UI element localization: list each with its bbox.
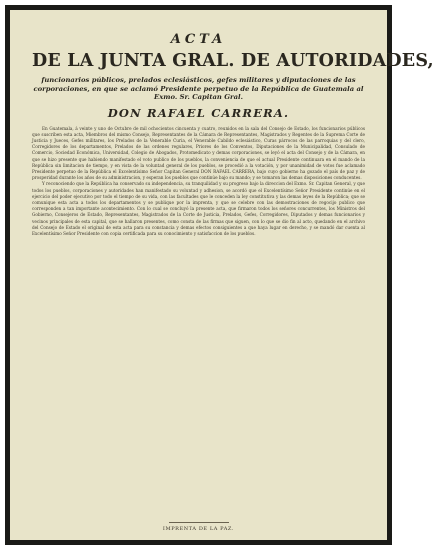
body-paragraph: Y reconociendo que la República ha conservado su independencia, su tranquilidad y su progreso bajo la direccion del Exmo. Sr. Capitan General, y que todos los pueblos, corporaciones y autoridades han manifestado su voluntad y adhesion, se acordó que el Excelentísimo Señor Presidente continúe en el ejercicio del poder ejecutivo por todo el tiempo de su vida, con las facultades que le conceden la ley constitutiva y las demas leyes de la República; que se comunique esta acta a todos los departamentos y se publique por la imprenta, y que se celebre con las demostraciones de regocijo publico que corresponden a tan importante acontecimiento. Con lo cual se concluyó la presente acta, que firmaron todos los señores concurrentes, los Ministros del Gobierno, Consejeros de Estado, Representantes, Magistrados de la Corte de Justicia, Prelados, Gefes, Corregidores, Diputados y demas funcionarios y vecinos principales de esta capital, que se hallaron presentes, como consta de las firmas que siguen, con lo que se dio fin al acto, quedando en el archivo del Consejo de Estado el original de esta acta para su constancia y demas efectos consiguientes a que haya lugar en derecho, y se mandó dar cuenta al Excelentísimo Señor Presidente con copia certificada para su conocimiento y satisfaccion de los pueblos. (32, 181, 365, 236)
footer (10, 522, 387, 532)
printer-imprint: IMPRENTA DE LA PAZ. (162, 526, 235, 532)
title-subheading: funcionarios públicos, prelados eclesiásticos, gefes militares y diputaciones de las corporaciones, en que se aclamó Presidente perpetuo de la República de Guatemala al Exmo. Sr. Capitan Gral. (33, 76, 364, 101)
document-body (32, 126, 365, 238)
title-main: DE LA JUNTA GRAL. DE AUTORIDADES, (32, 51, 434, 71)
printed-broadside (10, 10, 434, 540)
title-acta: ACTA (170, 32, 227, 47)
title-honoree-name: DON RAFAEL CARRERA. (107, 105, 290, 120)
document-frame (5, 5, 434, 545)
body-paragraph: En Guatemala, á veinte y uno de Octubre de mil ochocientos cincuenta y cuatro, reunidos en la sala del Consejo de Estado, los funcionarios públicos que suscriben esta acta, Miembros del mismo Consejo, Representantes de la Cámara de Representantes, Magistrados y Regentes de la Suprema Corte de Justicia y Jueces, Gefes militares, los Prelados de la Venerable Curia, el Venerable Cabildo eclesiástico, Curas párrocos de las parroquias y del clero, Corregidores de los departamentos, Prelados de las ordenes regulares, Priores de los Conventos, Diputaciones de la Municipalidad, Consulado de Comercio, Sociedad Económica, Universidad, Colegio de Abogados, Protomedicato y demas corporaciones, se leyó el acta del Consejo y de la Cámara, en que se hizo presente que habiendo manifestado el voto publico de los pueblos, la conveniencia de que el actual Presidente continuara en el mando de la República sin limitacion de tiempo, y en vista de la voluntad general de los pueblos, se procedió a la votación, y por unanimidad de votos fue aclamado Presidente perpetuo de la República el Excelentísimo Señor Capitan General DON RAFAEL CARRERA, bajo cuyo gobierno ha gozado el país de paz y de prosperidad durante los años de su administracion, y esperan los pueblos que continúe bajo su mando; y se tomaron las demas disposiciones conducentes. (32, 125, 365, 181)
footer-divider (169, 522, 229, 523)
